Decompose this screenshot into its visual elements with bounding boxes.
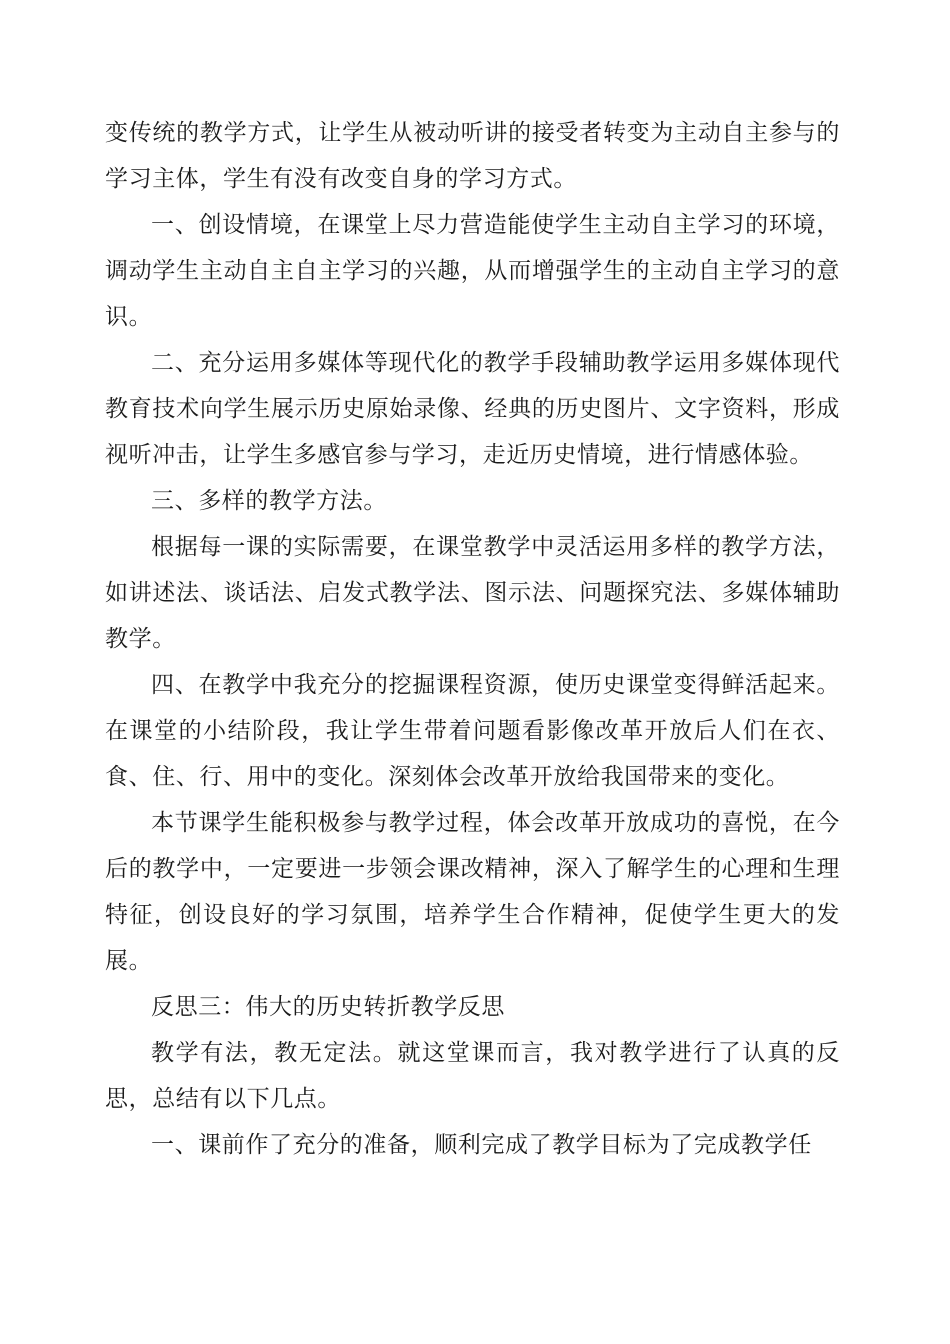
paragraph-teaching-approach: 教学有法，教无定法。就这堂课而言，我对教学进行了认真的反思，总结有以下几点。 bbox=[105, 1040, 840, 1112]
paragraph-continuation: 变传统的教学方式，让学生从被动听讲的接受者转变为主动自主参与的学习主体，学生有没有改变自身的学习方式。 bbox=[105, 120, 840, 192]
paragraph-create-situation: 一、创设情境，在课堂上尽力营造能使学生主动自主学习的环境，调动学生主动自主自主学习的兴趣，从而增强学生的主动自主学习的意识。 bbox=[105, 212, 840, 330]
paragraph-teaching-methods: 根据每一课的实际需要，在课堂教学中灵活运用多样的教学方法，如讲述法、谈话法、启发式教学法、图示法、问题探究法、多媒体辅助教学。 bbox=[105, 534, 840, 652]
paragraph-multimedia: 二、充分运用多媒体等现代化的教学手段辅助教学运用多媒体现代教育技术向学生展示历史原始录像、经典的历史图片、文字资料，形成视听冲击，让学生多感官参与学习，走近历史情境，进行情感体验。 bbox=[105, 350, 840, 468]
paragraph-course-resources: 四、在教学中我充分的挖掘课程资源，使历史课堂变得鲜活起来。在课堂的小结阶段，我让学生带着问题看影像改革开放后人们在衣、食、住、行、用中的变化。深刻体会改革开放给我国带来的变化。 bbox=[105, 672, 840, 790]
paragraph-teaching-methods-heading: 三、多样的教学方法。 bbox=[151, 488, 387, 514]
paragraph-preparation: 一、课前作了充分的准备，顺利完成了教学目标为了完成教学任 bbox=[151, 1132, 812, 1158]
section-heading-reflection-three: 反思三：伟大的历史转折教学反思 bbox=[151, 994, 505, 1020]
paragraph-lesson-summary: 本节课学生能积极参与教学过程，体会改革开放成功的喜悦，在今后的教学中，一定要进一步领会课改精神，深入了解学生的心理和生理特征，创设良好的学习氛围，培养学生合作精神，促使学生更大的发展。 bbox=[105, 810, 840, 974]
document-body bbox=[105, 110, 840, 1168]
